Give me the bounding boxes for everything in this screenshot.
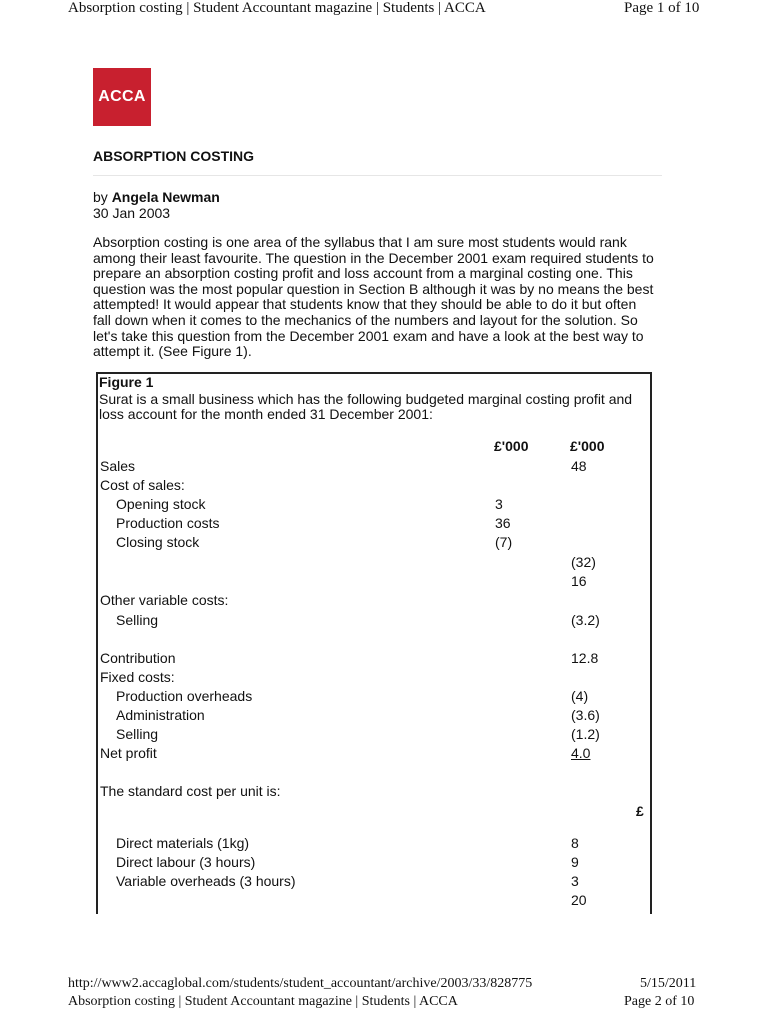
acca-logo — [93, 68, 151, 126]
std-direct-labour-value: 9 — [571, 854, 579, 870]
row-closing-stock-value: (7) — [495, 534, 513, 550]
author-name: Angela Newman — [111, 189, 220, 205]
figure-box — [96, 372, 652, 914]
intro-paragraph: Absorption costing is one area of the syllabus that I am sure most students would rank among their least favourite. The question in the December 2001 exam required students to prepare an absorption costing profit and loss account from a marginal costing one. This question was the most popular question in Section B although it was by no means the best attempted! It would appear that students know that they should be able to do it but often fall down when it comes to the mechanics of the numbers and layout for the solution. So let's take this question from the December 2001 exam and have a look at the best way to attempt it. (See Figure 1). — [93, 234, 654, 360]
row-production-overheads-value: (4) — [571, 688, 589, 704]
row-contribution-value: 12.8 — [571, 650, 599, 666]
document-header-title: Absorption costing | Student Accountant magazine | Students | ACCA — [68, 0, 486, 16]
row-sales-label: Sales — [100, 458, 136, 474]
standard-cost-currency: £ — [636, 803, 644, 819]
std-variable-overheads-label: Variable overheads (3 hours) — [116, 873, 296, 889]
row-administration-value: (3.6) — [571, 707, 600, 723]
next-page-header-page: Page 2 of 10 — [624, 994, 695, 1009]
standard-cost-label: The standard cost per unit is: — [100, 783, 281, 799]
row-production-overheads-label: Production overheads — [116, 688, 253, 704]
footer-url: http://www2.accaglobal.com/students/student_accountant/archive/2003/33/828775 — [68, 976, 533, 991]
article-date: 30 Jan 2003 — [93, 205, 171, 221]
article-title: ABSORPTION COSTING — [93, 148, 255, 164]
column-header-1: £'000 — [494, 438, 529, 454]
figure-description-line1: Surat is a small business which has the following budgeted marginal costing profit and — [99, 391, 633, 407]
row-net-profit-label: Net profit — [100, 745, 157, 761]
column-header-2: £'000 — [570, 438, 605, 454]
row-production-costs-label: Production costs — [116, 515, 220, 531]
figure-description-line2: loss account for the month ended 31 December 2001: — [99, 406, 433, 422]
next-page-header-title: Absorption costing | Student Accountant magazine | Students | ACCA — [68, 994, 458, 1009]
row-cost-of-sales-total: (32) — [571, 554, 596, 570]
std-variable-overheads-value: 3 — [571, 873, 579, 889]
row-cost-of-sales-label: Cost of sales: — [100, 477, 185, 493]
std-direct-materials-value: 8 — [571, 835, 579, 851]
std-direct-labour-label: Direct labour (3 hours) — [116, 854, 256, 870]
row-variable-selling-label: Selling — [116, 612, 159, 628]
std-total-value: 20 — [571, 892, 587, 908]
byline — [93, 189, 220, 221]
figure-label: Figure 1 — [99, 374, 154, 390]
document-header-page: Page 1 of 10 — [624, 0, 700, 16]
row-other-variable-costs-label: Other variable costs: — [100, 592, 229, 608]
acca-logo-text: ACCA — [98, 88, 146, 105]
row-opening-stock-label: Opening stock — [116, 496, 206, 512]
footer-date: 5/15/2011 — [640, 976, 697, 991]
row-net-profit-value: 4.0 — [571, 745, 591, 761]
title-divider — [93, 175, 662, 176]
byline-prefix: by — [93, 189, 108, 205]
row-fixed-selling-value: (1.2) — [571, 726, 600, 742]
row-closing-stock-label: Closing stock — [116, 534, 200, 550]
row-opening-stock-value: 3 — [495, 496, 503, 512]
row-fixed-selling-label: Selling — [116, 726, 159, 742]
row-contribution-label: Contribution — [100, 650, 176, 666]
std-direct-materials-label: Direct materials (1kg) — [116, 835, 250, 851]
row-variable-selling-value: (3.2) — [571, 612, 600, 628]
row-administration-label: Administration — [116, 707, 205, 723]
row-gross-subtotal: 16 — [571, 573, 587, 589]
row-production-costs-value: 36 — [495, 515, 511, 531]
row-fixed-costs-label: Fixed costs: — [100, 669, 175, 685]
row-sales-value: 48 — [571, 458, 587, 474]
